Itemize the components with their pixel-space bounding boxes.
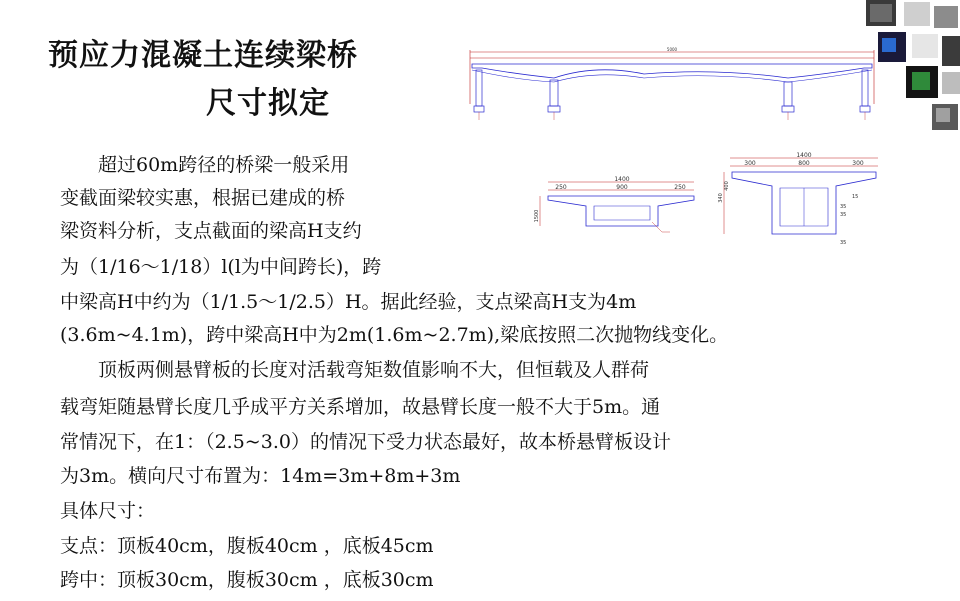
body-line-12: 支点：顶板40cm，腹板40cm ，底板45cm xyxy=(60,535,434,557)
midspan-section-drawing xyxy=(534,176,700,246)
midspan-height-dim: 1500 xyxy=(534,209,540,223)
midspan-dim-3: 250 xyxy=(674,184,686,191)
support-dim-1: 300 xyxy=(744,160,756,167)
body-line-5: 中梁高H中约为（1/1.5～1/2.5）H。据此经验，支点梁高H支为4m xyxy=(60,291,637,313)
body-line-13: 跨中：顶板30cm，腹板30cm ，底板30cm xyxy=(60,569,434,591)
body-line-7: 顶板两侧悬臂板的长度对活载弯矩数值影响不大，但恒载及人群荷 xyxy=(60,359,650,381)
midspan-dim-1: 250 xyxy=(555,184,567,191)
slide-title-line2: 尺寸拟定 xyxy=(206,86,330,121)
body-line-9: 常情况下，在1：（2.5~3.0）的情况下受力状态最好，故本桥悬臂板设计 xyxy=(60,431,671,453)
elevation-total-dim: 5000 xyxy=(666,47,678,52)
support-height-dim-2: 400 xyxy=(724,181,730,191)
slide-title-line1: 预应力混凝土连续梁桥 xyxy=(48,38,358,73)
body-line-3: 梁资料分析，支点截面的梁高H支约 xyxy=(60,220,362,242)
support-small-1: 35 xyxy=(840,204,847,210)
body-line-4: 为（1/16～1/18）l(l为中间跨长)，跨 xyxy=(60,256,382,278)
midspan-dim-2: 900 xyxy=(616,184,628,191)
body-line-1: 超过60m跨径的桥梁一般采用 xyxy=(60,154,350,176)
body-line-10: 为3m。横向尺寸布置为：14m=3m+8m+3m xyxy=(60,465,461,487)
midspan-width-dim: 1400 xyxy=(614,176,630,183)
body-line-11: 具体尺寸： xyxy=(60,500,156,522)
support-small-2: 35 xyxy=(840,212,847,218)
support-small-4: 15 xyxy=(852,194,859,200)
support-dim-3: 300 xyxy=(852,160,864,167)
body-line-6: (3.6m~4.1m)，跨中梁高H中为2m(1.6m~2.7m),梁底按照二次抛物线变化。 xyxy=(60,324,729,346)
body-line-8: 载弯矩随悬臂长度几乎成平方关系增加，故悬臂长度一般不大于5m。通 xyxy=(60,396,661,418)
support-dim-2: 800 xyxy=(798,160,810,167)
bridge-elevation-drawing xyxy=(466,44,880,122)
support-small-3: 35 xyxy=(840,240,847,246)
support-width-dim: 1400 xyxy=(796,152,812,159)
support-section-drawing xyxy=(718,152,884,248)
body-line-2: 变截面梁较实惠，根据已建成的桥 xyxy=(60,187,346,209)
support-height-dim-1: 340 xyxy=(718,193,724,203)
